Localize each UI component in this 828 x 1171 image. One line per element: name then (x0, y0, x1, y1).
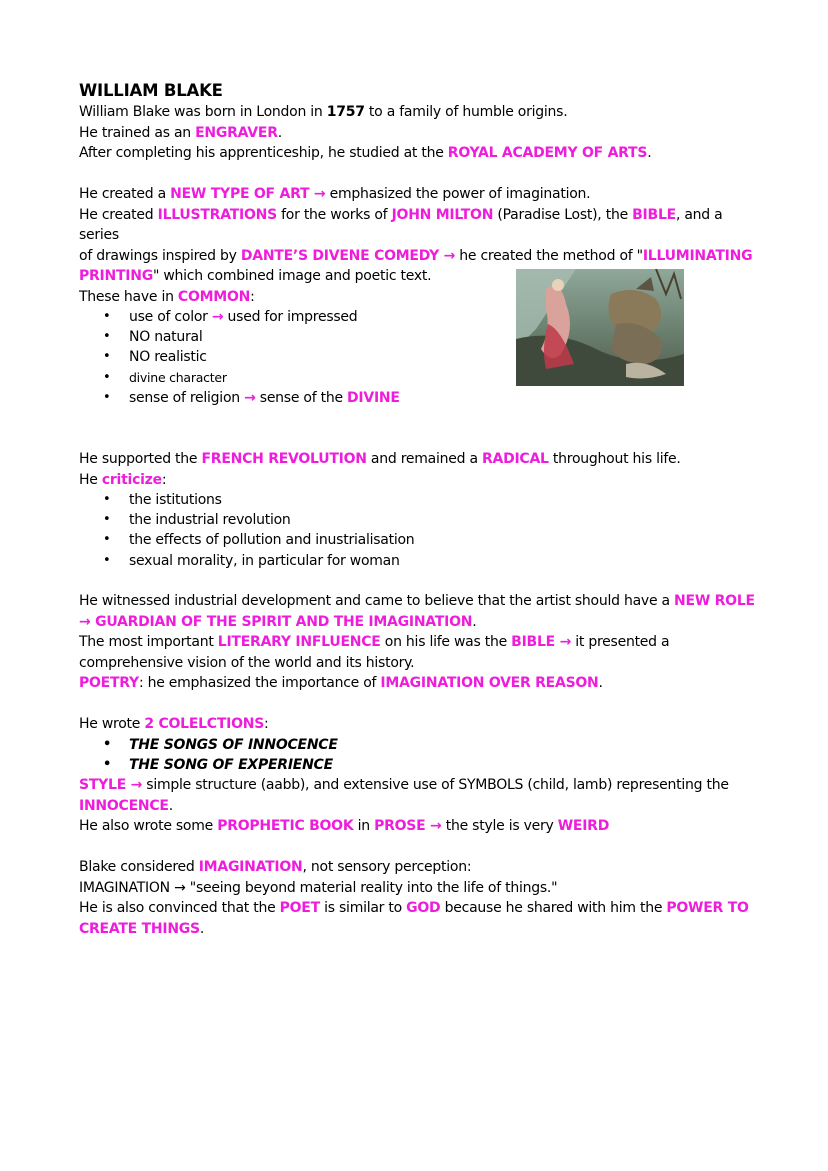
list-item: • THE SONGS OF INNOCENCE (79, 735, 759, 755)
list-item: • NO realistic (79, 347, 759, 367)
prophetic-line: He also wrote some PROPHETIC BOOK in PROSE → the style is very WEIRD (79, 818, 610, 835)
list-item: • NO natural (79, 327, 759, 347)
highlight-poetry: POETRY (79, 675, 139, 692)
list-item: • use of color → used for impressed (79, 307, 759, 327)
birth-year: 1757 (326, 104, 365, 120)
highlight-illuminating: ILLUMINATING (642, 247, 753, 264)
highlight-new-role: NEW ROLE (674, 593, 755, 610)
list-item: • the istitutions (79, 490, 759, 510)
highlight-imagination-over-reason: IMAGINATION OVER REASON (380, 675, 599, 692)
highlight-imagination: IMAGINATION (198, 859, 303, 876)
highlight-weird: WEIRD (557, 818, 610, 835)
spacer (79, 837, 759, 858)
highlight-literary-influence: LITERARY INFLUENCE (217, 634, 381, 651)
art-line-3: of drawings inspired by DANTE’S DIVENE COMEDY → he created the method of "ILLUMINATING (79, 247, 753, 264)
spacer (79, 694, 759, 715)
art-line-4: PRINTING" which combined image and poetic text. (79, 268, 432, 284)
list-item: • the effects of pollution and inustrialisation (79, 530, 759, 550)
arrow-icon: → (211, 309, 224, 325)
highlight-divine: DIVINE (347, 389, 400, 406)
highlight-power-to: POWER TO (666, 900, 749, 917)
spacer (79, 408, 759, 429)
highlight-illustrations: ILLUSTRATIONS (157, 206, 277, 223)
politics-line-2: He criticize: (79, 471, 167, 488)
highlight-printing: PRINTING (79, 268, 153, 284)
highlight-guardian: → GUARDIAN OF THE SPIRIT AND THE IMAGINATION (79, 613, 473, 630)
role-line-4: comprehensive vision of the world and its history. (79, 654, 415, 671)
highlight-collections: 2 COLELCTIONS (144, 716, 265, 733)
collections-list (79, 735, 759, 775)
dante-painting-icon (516, 269, 684, 386)
style-line: STYLE → simple structure (aabb), and extensive use of SYMBOLS (child, lamb) representing the (79, 777, 729, 794)
highlight-john-milton: JOHN MILTON (391, 206, 494, 223)
list-item: • divine character (79, 368, 759, 388)
role-line-2: → GUARDIAN OF THE SPIRIT AND THE IMAGINATION. (79, 613, 477, 630)
painting-svg (516, 269, 684, 386)
highlight-innocence: INNOCENCE (79, 797, 169, 814)
innocence-line: INNOCENCE. (79, 797, 173, 814)
imagination-line-4: CREATE THINGS. (79, 920, 205, 937)
highlight-common: COMMON (177, 288, 251, 305)
page-title: WILLIAM BLAKE (79, 81, 223, 100)
highlight-new-art: NEW TYPE OF ART → (170, 186, 326, 202)
list-item: • sexual morality, in particular for woman (79, 551, 759, 571)
highlight-dante: DANTE’S DIVENE COMEDY → (240, 247, 456, 264)
role-line-3: The most important LITERARY INFLUENCE on his life was the BIBLE → it presented a (79, 634, 670, 651)
criticize-list (79, 490, 759, 571)
list-item: • THE SONG OF EXPERIENCE (79, 755, 759, 775)
art-line-2: He created ILLUSTRATIONS for the works of JOHN MILTON (Paradise Lost), the BIBLE, and a series (79, 206, 723, 243)
arrow-icon: → (244, 389, 256, 406)
collections-heading: He wrote 2 COLELCTIONS: (79, 716, 269, 733)
role-line-5: POETRY: he emphasized the importance of IMAGINATION OVER REASON. (79, 675, 603, 692)
politics-line-1: He supported the FRENCH REVOLUTION and remained a RADICAL throughout his life. (79, 451, 681, 468)
spacer (79, 164, 759, 185)
highlight-god: GOD (406, 900, 441, 917)
bio-trained: He trained as an ENGRAVER. (79, 124, 282, 141)
list-item: • sense of religion → sense of the DIVINE (79, 388, 759, 408)
highlight-prose: PROSE → (374, 818, 442, 835)
highlight-royal-academy: ROYAL ACADEMY OF ARTS (447, 145, 648, 161)
highlight-radical: RADICAL (481, 451, 549, 468)
art-line-1: He created a NEW TYPE OF ART → emphasized the power of imagination. (79, 186, 591, 202)
highlight-poet: POET (279, 900, 320, 917)
highlight-criticize: criticize (101, 471, 162, 488)
spacer (79, 429, 759, 450)
highlight-bible: BIBLE (632, 206, 676, 223)
common-heading: These have in COMMON: (79, 288, 255, 305)
bio-apprenticeship: After completing his apprenticeship, he studied at the ROYAL ACADEMY OF ARTS. (79, 145, 652, 161)
highlight-french-revolution: FRENCH REVOLUTION (201, 451, 367, 468)
highlight-engraver: ENGRAVER (195, 124, 278, 141)
highlight-style: STYLE → (79, 777, 143, 794)
highlight-bible-2: BIBLE → (511, 634, 572, 651)
highlight-create-things: CREATE THINGS (79, 920, 200, 937)
imagination-line-2: IMAGINATION → "seeing beyond material reality into the life of things." (79, 879, 558, 896)
highlight-prophetic-book: PROPHETIC BOOK (217, 818, 354, 835)
imagination-line-3: He is also convinced that the POET is similar to GOD because he shared with him the POWER TO (79, 900, 749, 917)
bio-born: William Blake was born in London in 1757 to a family of humble origins. (79, 104, 568, 120)
role-line-1: He witnessed industrial development and came to believe that the artist should have a NEW ROLE (79, 593, 755, 610)
painting-figure-head (552, 279, 564, 291)
imagination-line-1: Blake considered IMAGINATION, not sensory perception: (79, 859, 472, 876)
spacer (79, 571, 759, 592)
list-item: • the industrial revolution (79, 510, 759, 530)
document-body (79, 80, 759, 939)
